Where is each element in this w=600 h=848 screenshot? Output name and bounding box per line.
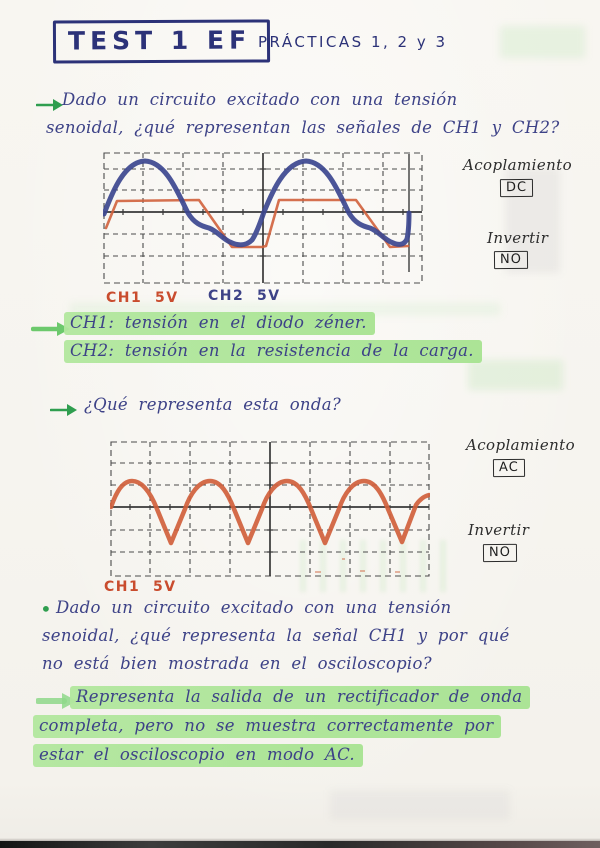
answer1-line1: CH1: tensión en el diodo zéner. bbox=[64, 312, 375, 335]
oscilloscope-screen-2 bbox=[110, 441, 430, 577]
answer3-line1: Representa la salida de un rectificador de onda bbox=[70, 686, 530, 709]
scope1-invert-value: NO bbox=[494, 251, 528, 269]
question2-text: ¿Qué representa esta onda? bbox=[84, 395, 341, 414]
scope1-invert-label: Invertir bbox=[487, 229, 549, 247]
scope1-ch2-label: CH2 5V bbox=[208, 288, 281, 304]
scope1-coupling-label: Acoplamiento bbox=[463, 156, 573, 174]
scope2-coupling-value: AC bbox=[493, 459, 525, 477]
bleed-smudge bbox=[500, 26, 585, 58]
bleed-smudge bbox=[330, 790, 510, 820]
scope2-coupling-label: Acoplamiento bbox=[466, 436, 576, 454]
answer3-line3: estar el osciloscopio en modo AC. bbox=[33, 744, 363, 767]
scan-edge bbox=[0, 841, 600, 848]
scope2-ch1-label: CH1 5V bbox=[104, 579, 177, 595]
scope2-invert-label: Invertir bbox=[468, 521, 530, 539]
scope1-ch1-label: CH1 5V bbox=[106, 290, 179, 306]
page-subtitle: PRÁCTICAS 1, 2 y 3 bbox=[258, 33, 448, 51]
title-box bbox=[53, 19, 270, 63]
green-arrow-icon bbox=[50, 402, 78, 418]
scope2-red-marks bbox=[315, 559, 400, 572]
scope1-coupling-value: DC bbox=[500, 179, 533, 197]
question1-line2: senoidal, ¿qué representan las señales de CH1 y CH2? bbox=[46, 118, 560, 137]
question3-line2: senoidal, ¿qué representa la señal CH1 y por qué bbox=[42, 626, 510, 645]
answer3-line2: completa, pero no se muestra correctamente por bbox=[33, 715, 501, 738]
question1-line1: Dado un circuito excitado con una tensión bbox=[62, 90, 458, 109]
oscilloscope-screen-1 bbox=[103, 152, 423, 284]
green-arrow-icon bbox=[36, 97, 64, 113]
green-bullet-icon: • bbox=[40, 597, 52, 621]
scope2-invert-value: NO bbox=[483, 544, 517, 562]
question3-line1: Dado un circuito excitado con una tensión bbox=[56, 598, 452, 617]
bleed-smudge bbox=[468, 360, 563, 390]
page-title: TEST 1 EF bbox=[67, 25, 252, 56]
question3-line3: no está bien mostrada en el osciloscopio? bbox=[42, 654, 432, 673]
answer1-line2: CH2: tensión en la resistencia de la carga. bbox=[64, 340, 482, 363]
ch2-sine-trace bbox=[104, 161, 409, 245]
